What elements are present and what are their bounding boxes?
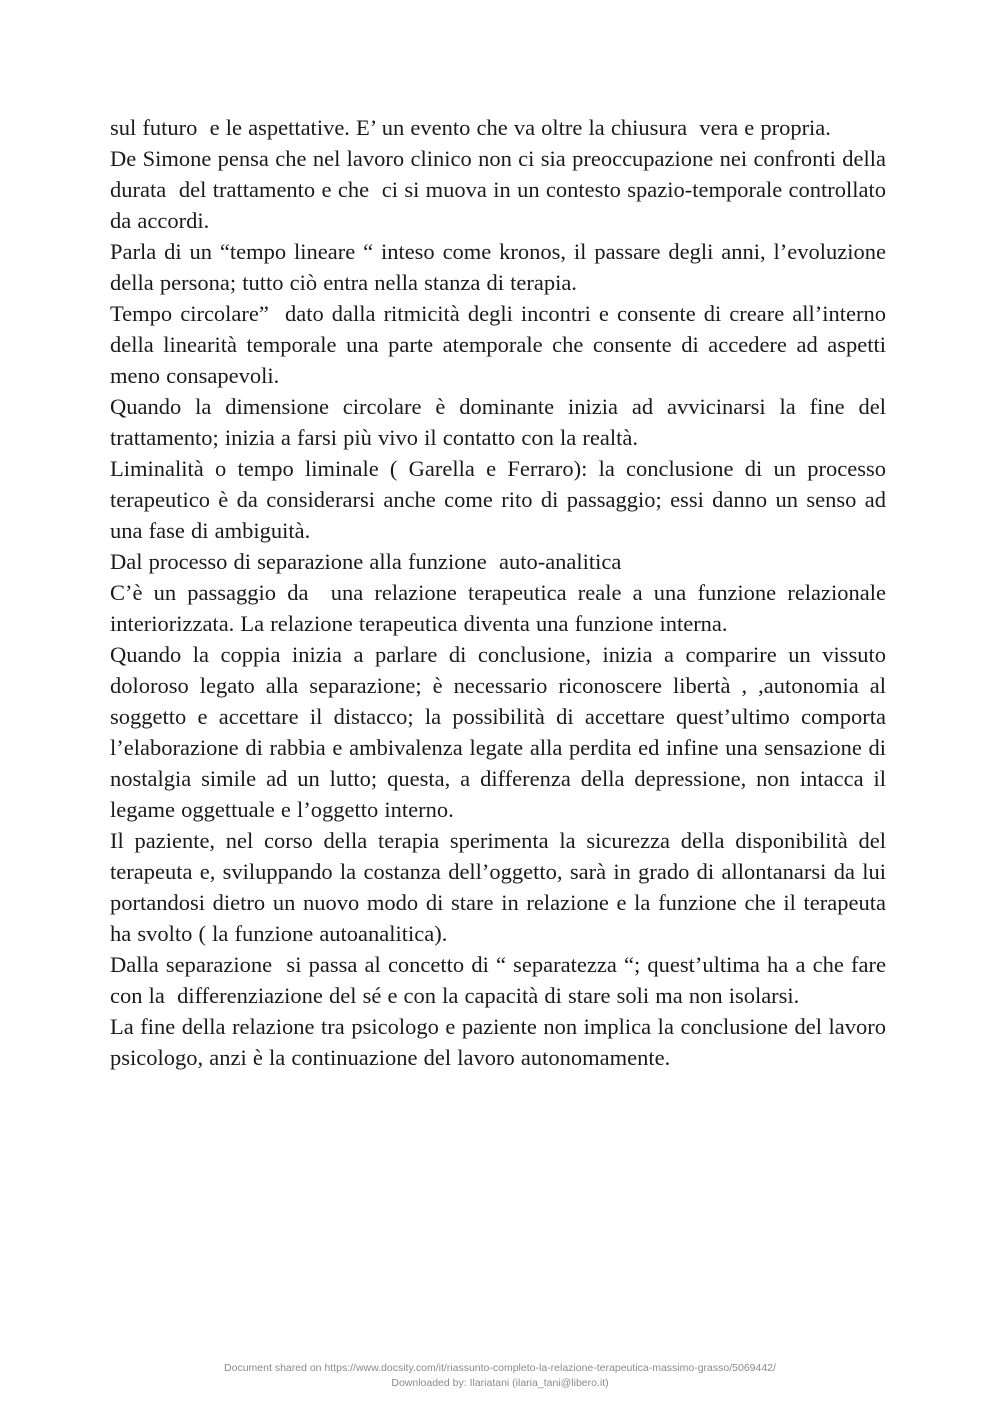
section-heading: Dal processo di separazione alla funzione auto-analitica — [110, 549, 622, 574]
paragraph-8: C’è un passaggio da una relazione terapeutica reale a una funzione relazionale interiorizzata. La relazione terapeutica diventa una funzione interna. — [110, 580, 893, 636]
paragraph-4: Tempo circolare” dato dalla ritmicità degli incontri e consente di creare all’interno della linearità temporale una parte atemporale che consente di accedere ad aspetti meno consapevoli. — [110, 301, 893, 388]
paragraph-2: De Simone pensa che nel lavoro clinico non ci sia preoccupazione nei confronti della durata del trattamento e che ci si muova in un contesto spazio-temporale controllato da accordi. — [110, 146, 893, 233]
footer-downloaded-by: Downloaded by: Ilariatani (ilaria_tani@libero.it) — [391, 1377, 609, 1389]
paragraph-6: Liminalità o tempo liminale ( Garella e Ferraro): la conclusione di un processo terapeutico è da considerarsi anche come rito di passaggio; essi danno un senso ad una fase di ambiguità. — [110, 456, 893, 543]
paragraph-11: Dalla separazione si passa al concetto di “ separatezza “; quest’ultima ha a che fare con la differenziazione del sé e con la capacità di stare soli ma non isolarsi. — [110, 952, 893, 1008]
paragraph-3: Parla di un “tempo lineare “ inteso come kronos, il passare degli anni, l’evoluzione della persona; tutto ciò entra nella stanza di terapia. — [110, 239, 893, 295]
paragraph-1: sul futuro e le aspettative. E’ un evento che va oltre la chiusura vera e propria. — [110, 115, 831, 140]
paragraph-9: Quando la coppia inizia a parlare di conclusione, inizia a comparire un vissuto doloroso legato alla separazione; è necessario riconoscere libertà , ,autonomia al soggetto e accettare il distacco; la possibilità di accettare quest’ultimo comporta l’elaborazione di rabbia e ambivalenza legate alla perdita ed infine una sensazione di nostalgia simile ad un lutto; questa, a differenza della depressione, non intacca il legame oggettuale e l’oggetto interno. — [110, 642, 893, 822]
paragraph-12: La fine della relazione tra psicologo e paziente non implica la conclusione del lavoro psicologo, anzi è la continuazione del lavoro autonomamente. — [110, 1014, 893, 1070]
paragraph-5: Quando la dimensione circolare è dominante inizia ad avvicinarsi la fine del trattamento; inizia a farsi più vivo il contatto con la realtà. — [110, 394, 893, 450]
paragraph-10: Il paziente, nel corso della terapia sperimenta la sicurezza della disponibilità del terapeuta e, sviluppando la costanza dell’oggetto, sarà in grado di allontanarsi da lui portandosi dietro un nuovo modo di stare in relazione e la funzione che il terapeuta ha svolto ( la funzione autoanalitica). — [110, 828, 893, 946]
document-body — [110, 112, 893, 1073]
footer-shared-link[interactable]: Document shared on https://www.docsity.com/it/riassunto-completo-la-relazione-terapeutica-massimo-grasso/5069442/ — [224, 1362, 776, 1374]
page-footer — [0, 1361, 1000, 1391]
